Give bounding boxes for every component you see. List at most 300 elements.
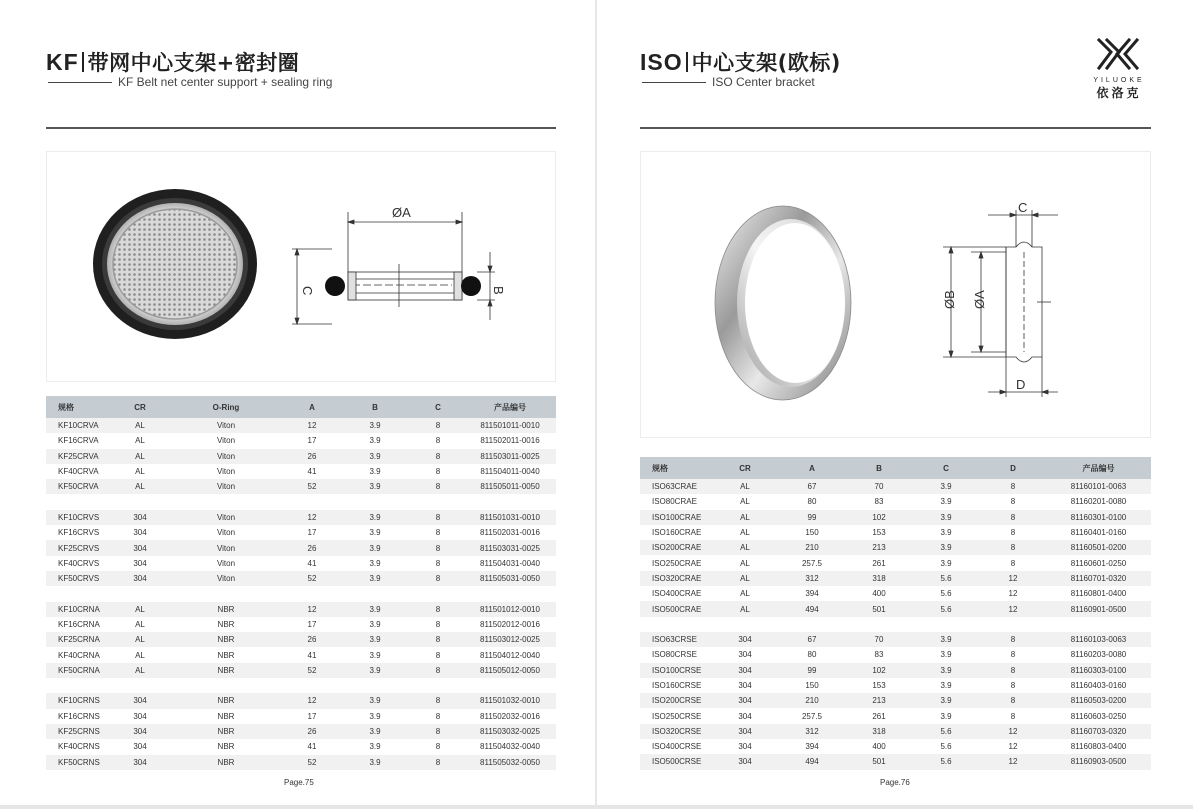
table-cell: NBR (166, 663, 286, 678)
table-cell: 41 (307, 467, 317, 477)
table-cell: 8 (412, 602, 464, 617)
left-subtitle (48, 75, 332, 89)
table-cell: 811503011-0025 (464, 449, 556, 464)
table-cell: 3.9 (912, 540, 980, 555)
table-cell: 17 (307, 620, 317, 629)
iso-label-c: C (1018, 200, 1028, 215)
table-row (640, 724, 1151, 739)
table-cell: 5.6 (912, 754, 980, 769)
table-cell: KF25CRVS (46, 540, 114, 555)
table-cell: 210 (778, 540, 846, 555)
table-cell: 81160103-0063 (1046, 632, 1151, 647)
table-cell: 83 (874, 650, 884, 660)
table-cell: 52 (286, 571, 338, 586)
kf-section-drawing (292, 212, 495, 324)
table-cell: 12 (980, 724, 1046, 739)
kf-figure-svg (47, 152, 557, 383)
column-header: 产品编号 (464, 396, 556, 418)
table-cell: 811501032-0010 (464, 693, 556, 708)
table-cell: 8 (412, 693, 464, 708)
right-figure (640, 151, 1151, 438)
right-subtitle (642, 75, 815, 89)
table-cell: 304 (114, 571, 166, 586)
brand-name-cn: 依洛克 (1096, 86, 1142, 100)
table-cell: 213 (846, 540, 912, 555)
table-row (640, 739, 1151, 754)
kf-ring-photo (93, 189, 257, 339)
table-cell: Viton (216, 436, 236, 446)
left-title-cn: 带网中心支架+密封圈 (87, 51, 300, 75)
table-cell: 304 (114, 540, 166, 555)
table-cell: 8 (1010, 650, 1016, 660)
group-spacer (46, 586, 556, 601)
table-cell: 8 (412, 755, 464, 770)
table-cell: 52 (286, 663, 338, 678)
table-cell: Viton (216, 558, 236, 568)
table-cell: 81160801-0400 (1070, 589, 1127, 599)
table-cell: 8 (412, 724, 464, 739)
table-cell: 153 (872, 528, 886, 538)
right-title (640, 47, 841, 77)
table-cell: 312 (778, 724, 846, 739)
table-cell: 3.9 (912, 632, 980, 647)
table-row (46, 693, 556, 708)
table-cell: 8 (1010, 558, 1016, 568)
table-cell: 811505012-0050 (464, 663, 556, 678)
table-row (46, 724, 556, 739)
group-spacer (46, 494, 556, 509)
table-cell: 52 (286, 479, 338, 494)
iso-ring-photo (715, 206, 851, 400)
table-cell: 3.9 (369, 711, 381, 721)
table-cell: 81160601-0250 (1070, 558, 1127, 568)
table-cell: 811502012-0016 (480, 620, 540, 629)
table-cell: ISO200CRSE (640, 693, 712, 708)
table-cell: 8 (1010, 528, 1016, 538)
table-row (640, 663, 1151, 678)
table-cell: 81160403-0160 (1070, 681, 1127, 690)
table-cell: 811503031-0025 (464, 540, 556, 555)
table-cell: 8 (980, 693, 1046, 708)
table-cell: 12 (980, 754, 1046, 769)
table-cell: 80 (807, 497, 817, 507)
table-cell: NBR (217, 711, 235, 721)
table-cell: ISO160CRAE (652, 528, 702, 538)
table-cell: 8 (412, 632, 464, 647)
table-cell: 304 (712, 754, 778, 769)
table-cell: 261 (872, 558, 886, 568)
kf-spec-table (46, 396, 556, 770)
table-cell: 99 (778, 663, 846, 678)
table-row (46, 755, 556, 770)
table-cell: 81160301-0100 (1046, 510, 1151, 525)
table-cell: ISO320CRAE (640, 571, 712, 586)
table-row (46, 632, 556, 647)
table-cell: 304 (738, 650, 752, 660)
table-cell: KF50CRVA (46, 479, 114, 494)
table-cell: 304 (738, 681, 752, 690)
table-cell: AL (740, 589, 750, 599)
table-cell: KF10CRVS (46, 510, 114, 525)
table-cell: AL (114, 632, 166, 647)
table-cell: KF16CRNS (58, 711, 100, 721)
table-cell: 150 (805, 681, 819, 690)
table-cell: 17 (307, 528, 317, 538)
table-cell: KF40CRNS (58, 742, 100, 752)
table-row (46, 540, 556, 555)
table-cell: KF40CRNA (58, 650, 100, 660)
table-cell: ISO250CRSE (652, 711, 702, 721)
column-header: C (912, 457, 980, 479)
table-cell: 81160503-0200 (1046, 693, 1151, 708)
table-cell: 70 (846, 479, 912, 494)
table-cell: 83 (874, 497, 884, 507)
table-cell: 8 (980, 479, 1046, 494)
table-cell: ISO500CRAE (640, 601, 712, 616)
left-subtitle-text: KF Belt net center support + sealing ring (118, 75, 333, 89)
table-cell: 8 (980, 540, 1046, 555)
table-cell: 26 (286, 449, 338, 464)
table-cell: 811503032-0025 (464, 724, 556, 739)
table-row (46, 571, 556, 586)
table-cell: AL (135, 650, 145, 660)
table-row (46, 739, 556, 754)
table-cell: 811501031-0010 (464, 510, 556, 525)
table-cell: AL (135, 620, 145, 629)
table-cell: 3.9 (338, 571, 412, 586)
table-cell: KF25CRNS (46, 724, 114, 739)
table-cell: 304 (114, 693, 166, 708)
table-cell: ISO500CRSE (640, 754, 712, 769)
table-row (46, 602, 556, 617)
table-cell: Viton (216, 467, 236, 477)
table-row (46, 479, 556, 494)
table-cell: ISO160CRSE (652, 681, 702, 690)
table-row (640, 678, 1151, 693)
table-cell: AL (712, 510, 778, 525)
table-cell: 8 (1010, 681, 1016, 690)
table-cell: KF16CRVA (58, 436, 99, 446)
table-cell: 81160803-0400 (1070, 742, 1127, 752)
table-cell: 102 (846, 663, 912, 678)
table-cell: 394 (805, 589, 819, 599)
brand-logo (1089, 38, 1149, 101)
table-cell: ISO250CRAE (652, 558, 702, 568)
table-cell: KF10CRNS (46, 693, 114, 708)
table-cell: AL (114, 418, 166, 433)
table-cell: Viton (166, 479, 286, 494)
column-header: O-Ring (166, 396, 286, 418)
table-cell: 811505032-0050 (464, 755, 556, 770)
table-cell: NBR (166, 724, 286, 739)
table-cell: AL (114, 449, 166, 464)
table-row (46, 464, 556, 479)
table-cell: NBR (217, 650, 235, 660)
table-cell: 811502031-0016 (480, 528, 540, 538)
table-cell: 304 (738, 742, 752, 752)
table-cell: 3.9 (338, 479, 412, 494)
table-cell: 8 (435, 620, 441, 629)
table-cell: 304 (133, 528, 147, 538)
table-cell: 8 (435, 558, 441, 568)
table-row (46, 663, 556, 678)
table-cell: KF16CRNA (58, 620, 100, 629)
table-cell: 81160603-0250 (1070, 711, 1127, 721)
column-header: B (846, 457, 912, 479)
table-cell: 12 (286, 602, 338, 617)
table-cell: 153 (872, 681, 886, 690)
table-cell: 3.9 (338, 632, 412, 647)
table-cell: 99 (778, 510, 846, 525)
table-cell: 3.9 (912, 479, 980, 494)
table-cell: Viton (166, 510, 286, 525)
table-cell: 8 (980, 663, 1046, 678)
table-cell: NBR (217, 742, 235, 752)
table-cell: 8 (980, 632, 1046, 647)
iso-section-drawing (943, 210, 1058, 397)
table-cell: KF25CRNA (46, 632, 114, 647)
table-cell: AL (712, 479, 778, 494)
left-title (46, 47, 299, 77)
table-cell: KF10CRVA (46, 418, 114, 433)
table-cell: 81160701-0320 (1046, 571, 1151, 586)
table-cell: 3.9 (369, 467, 381, 477)
left-section-rule (46, 127, 556, 129)
table-cell: AL (114, 479, 166, 494)
table-cell: 70 (846, 632, 912, 647)
table-cell: 3.9 (912, 693, 980, 708)
table-cell: AL (740, 558, 750, 568)
table-cell: 304 (712, 663, 778, 678)
right-page-number: Page.76 (880, 778, 910, 787)
table-cell: 8 (412, 540, 464, 555)
table-cell: 8 (435, 436, 441, 446)
table-cell: 102 (846, 510, 912, 525)
table-cell: KF40CRVA (58, 467, 99, 477)
table-cell: AL (135, 436, 145, 446)
table-cell: ISO80CRAE (652, 497, 697, 507)
table-cell: 3.9 (338, 449, 412, 464)
table-cell: 81160201-0080 (1070, 497, 1127, 507)
table-cell: 8 (412, 663, 464, 678)
table-cell: 3.9 (940, 650, 952, 660)
table-cell: 26 (286, 724, 338, 739)
table-row (640, 510, 1151, 525)
table-cell: 3.9 (940, 681, 952, 690)
table-cell: 8 (1010, 711, 1016, 721)
table-cell: AL (135, 467, 145, 477)
table-cell: 8 (412, 571, 464, 586)
table-cell: ISO63CRSE (640, 632, 712, 647)
table-cell: 811502011-0016 (480, 436, 540, 446)
table-cell: 3.9 (912, 663, 980, 678)
table-row (640, 586, 1151, 601)
table-cell: 811505011-0050 (464, 479, 556, 494)
table-cell: 3.9 (338, 510, 412, 525)
table-cell: 3.9 (338, 663, 412, 678)
table-cell: 811505031-0050 (464, 571, 556, 586)
table-cell: 8 (412, 418, 464, 433)
table-cell: 26 (286, 632, 338, 647)
table-row (46, 709, 556, 724)
right-title-code: ISO (640, 49, 683, 75)
table-row (46, 449, 556, 464)
table-cell: KF10CRNA (46, 602, 114, 617)
left-title-code: KF (46, 49, 79, 75)
table-cell: 811504031-0040 (480, 558, 540, 568)
table-cell: 8 (435, 467, 441, 477)
table-cell: 8 (435, 711, 441, 721)
table-cell: AL (712, 540, 778, 555)
table-cell: AL (712, 571, 778, 586)
table-cell: 3.9 (338, 755, 412, 770)
table-cell: 811504032-0040 (480, 742, 540, 752)
table-cell: 318 (846, 724, 912, 739)
table-cell: 494 (778, 754, 846, 769)
right-section-rule (640, 127, 1151, 129)
table-cell: 811501012-0010 (464, 602, 556, 617)
table-cell: NBR (166, 632, 286, 647)
table-cell: 5.6 (940, 742, 952, 752)
table-cell: KF50CRNS (46, 755, 114, 770)
column-header: A (778, 457, 846, 479)
table-cell: Viton (166, 540, 286, 555)
table-cell: KF16CRVS (58, 528, 100, 538)
table-cell: ISO100CRAE (640, 510, 712, 525)
table-cell: 80 (807, 650, 817, 660)
iso-figure-svg (641, 152, 1152, 439)
table-cell: 8 (1010, 497, 1016, 507)
table-cell: 501 (846, 754, 912, 769)
table-cell: 811501011-0010 (464, 418, 556, 433)
table-cell: 8 (412, 479, 464, 494)
table-cell: 3.9 (369, 650, 381, 660)
iso-label-d: D (1016, 377, 1026, 392)
table-cell: KF25CRVA (46, 449, 114, 464)
table-cell: 41 (307, 742, 317, 752)
table-cell: 8 (435, 528, 441, 538)
table-cell: 811504011-0040 (480, 467, 540, 477)
table-cell: 3.9 (338, 418, 412, 433)
table-cell: 3.9 (369, 528, 381, 538)
left-figure (46, 151, 556, 382)
table-cell: 3.9 (940, 711, 952, 721)
table-cell: 67 (778, 632, 846, 647)
table-cell: 304 (114, 755, 166, 770)
table-cell: 501 (846, 601, 912, 616)
brand-mark-icon (1089, 38, 1149, 72)
table-cell: ISO400CRSE (652, 742, 702, 752)
table-cell: AL (114, 602, 166, 617)
table-row (46, 510, 556, 525)
table-cell: NBR (217, 620, 235, 629)
table-cell: 8 (980, 510, 1046, 525)
table-cell: 304 (712, 632, 778, 647)
table-row (640, 479, 1151, 494)
column-header: CR (114, 396, 166, 418)
table-cell: 304 (114, 724, 166, 739)
table-cell: 811504012-0040 (480, 650, 540, 660)
left-page-number: Page.75 (284, 778, 314, 787)
table-cell: 304 (712, 693, 778, 708)
table-cell: 52 (286, 755, 338, 770)
table-row (46, 617, 556, 632)
right-title-cn: 中心支架(欧标) (691, 51, 841, 75)
table-cell: 17 (307, 711, 317, 721)
table-row (640, 494, 1151, 509)
right-subtitle-text: ISO Center bracket (712, 75, 815, 89)
table-cell: NBR (166, 602, 286, 617)
table-cell: 41 (307, 650, 317, 660)
table-cell: 12 (286, 418, 338, 433)
iso-label-b: ØB (942, 290, 957, 309)
table-cell: ISO80CRSE (652, 650, 697, 660)
table-row (46, 556, 556, 571)
table-row (640, 555, 1151, 570)
table-cell: NBR (166, 755, 286, 770)
table-row (640, 754, 1151, 769)
group-spacer (640, 617, 1151, 632)
table-cell: 257.5 (801, 711, 823, 721)
column-header: CR (712, 457, 778, 479)
table-cell: KF50CRVS (46, 571, 114, 586)
iso-spec-table (640, 457, 1151, 770)
table-row (640, 525, 1151, 540)
table-cell: 210 (778, 693, 846, 708)
table-cell: NBR (166, 693, 286, 708)
table-cell: 3.9 (338, 540, 412, 555)
table-row (46, 525, 556, 540)
table-cell: 41 (307, 558, 317, 568)
table-cell: 3.9 (338, 693, 412, 708)
table-cell: 8 (412, 449, 464, 464)
table-cell: 3.9 (338, 602, 412, 617)
table-cell: 3.9 (940, 497, 952, 507)
table-cell: 5.6 (912, 724, 980, 739)
table-cell: 150 (805, 528, 819, 538)
table-cell: 304 (133, 742, 147, 752)
column-header: 规格 (640, 457, 712, 479)
table-cell: 394 (805, 742, 819, 752)
table-cell: 12 (980, 601, 1046, 616)
table-cell: 81160203-0080 (1070, 650, 1127, 660)
table-cell: Viton (166, 449, 286, 464)
table-cell: 81160101-0063 (1046, 479, 1151, 494)
table-cell: ISO100CRSE (640, 663, 712, 678)
table-row (46, 433, 556, 448)
table-cell: KF50CRNA (46, 663, 114, 678)
table-cell: 400 (872, 589, 886, 599)
table-cell: AL (740, 497, 750, 507)
left-page (0, 0, 595, 805)
table-row (640, 571, 1151, 586)
table-cell: Viton (216, 528, 236, 538)
table-cell: 261 (872, 711, 886, 721)
table-cell: 304 (738, 711, 752, 721)
column-header: 产品编号 (1046, 457, 1151, 479)
table-cell: 12 (980, 571, 1046, 586)
table-cell: 213 (846, 693, 912, 708)
right-page (597, 0, 1193, 805)
table-cell: ISO320CRSE (640, 724, 712, 739)
kf-label-a: ØA (392, 205, 411, 220)
table-cell: 304 (133, 711, 147, 721)
table-cell: 12 (1008, 589, 1018, 599)
table-cell: 12 (286, 510, 338, 525)
table-cell: 811503012-0025 (464, 632, 556, 647)
table-cell: 318 (846, 571, 912, 586)
table-cell: 257.5 (801, 558, 823, 568)
